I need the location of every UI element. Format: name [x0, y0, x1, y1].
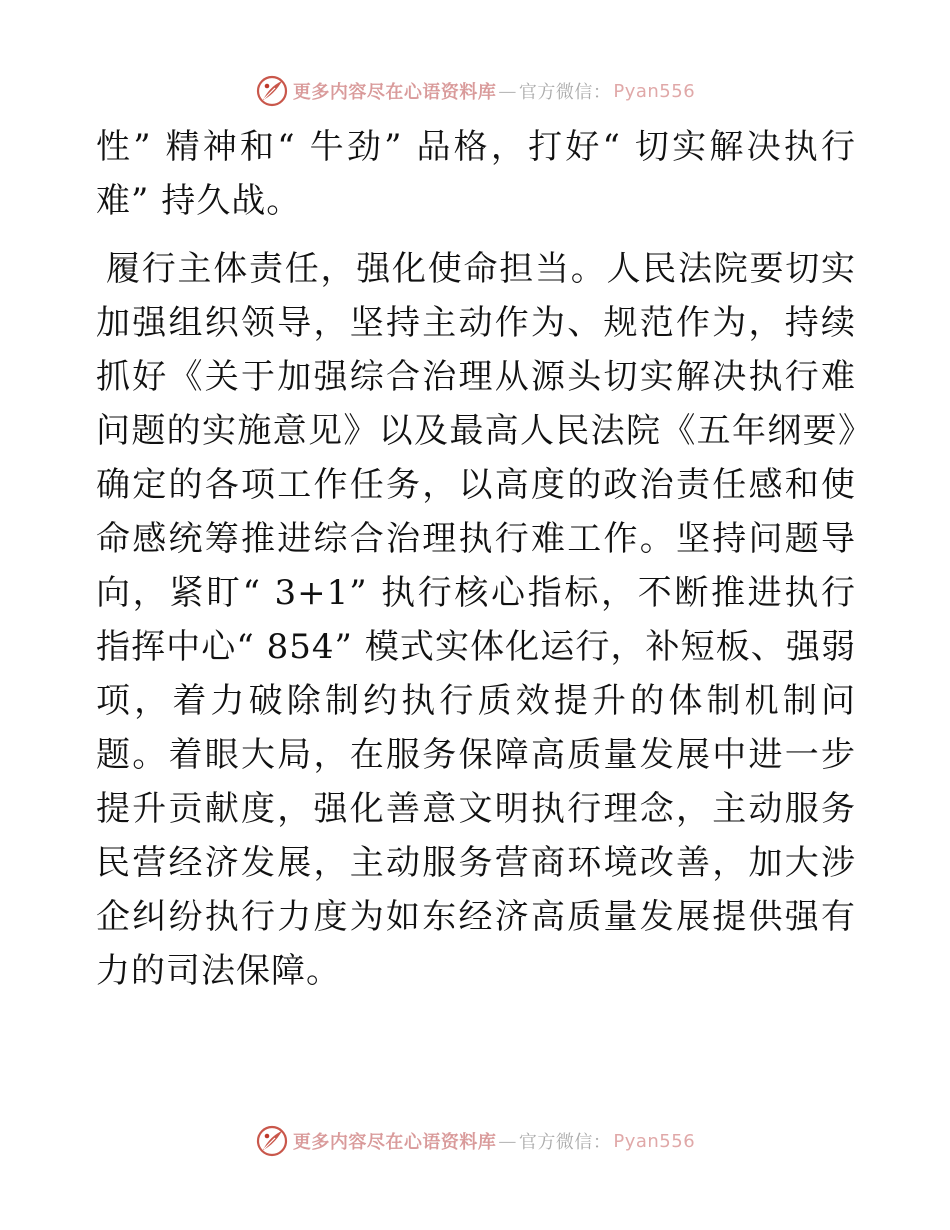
feather-pen-logo-icon [255, 74, 289, 108]
paragraph-main: 履行主体责任，强化使命担当。人民法院要切实加强组织领导，坚持主动作为、规范作为，持续抓好《关于加强综合治理从源头切实解决执行难问题的实施意见》以及最高人民法院《五年纲要》确定的各项工作任务，以高度的政治责任感和使命感统筹推进综合治理执行难工作。坚持问题导向，紧盯“ 3+1” 执行核心指标，不断推进执行指挥中心“ 854” 模式实体化运行，补短板、强弱项，着力破除制约执行质效提升的体制机制问题。着眼大局，在服务保障高质量发展中进一步提升贡献度，强化善意文明执行理念，主动服务民营经济发展，主动服务营商环境改善，加大涉企纠纷执行力度为如东经济高质量发展提供强有力的司法保障。 [96, 249, 856, 991]
watermark-separator: — [498, 1130, 517, 1152]
watermark-footer [0, 1121, 950, 1161]
watermark-wechat-label: 官方微信： [518, 1132, 612, 1153]
watermark-text: 更多内容尽在心语资料库 [292, 82, 497, 103]
feather-pen-logo-icon [255, 1124, 289, 1158]
watermark-text: 更多内容尽在心语资料库 [292, 1132, 497, 1153]
watermark-wechat-id: Pyan556 [613, 1130, 696, 1152]
paragraph-continuation: 性” 精神和“ 牛劲” 品格，打好“ 切实解决执行难” 持久战。 [96, 127, 856, 221]
document-body [96, 120, 856, 998]
watermark-separator: — [498, 80, 517, 102]
watermark-header [0, 71, 950, 111]
watermark-wechat-label: 官方微信： [518, 82, 612, 103]
watermark-wechat-id: Pyan556 [613, 80, 696, 102]
